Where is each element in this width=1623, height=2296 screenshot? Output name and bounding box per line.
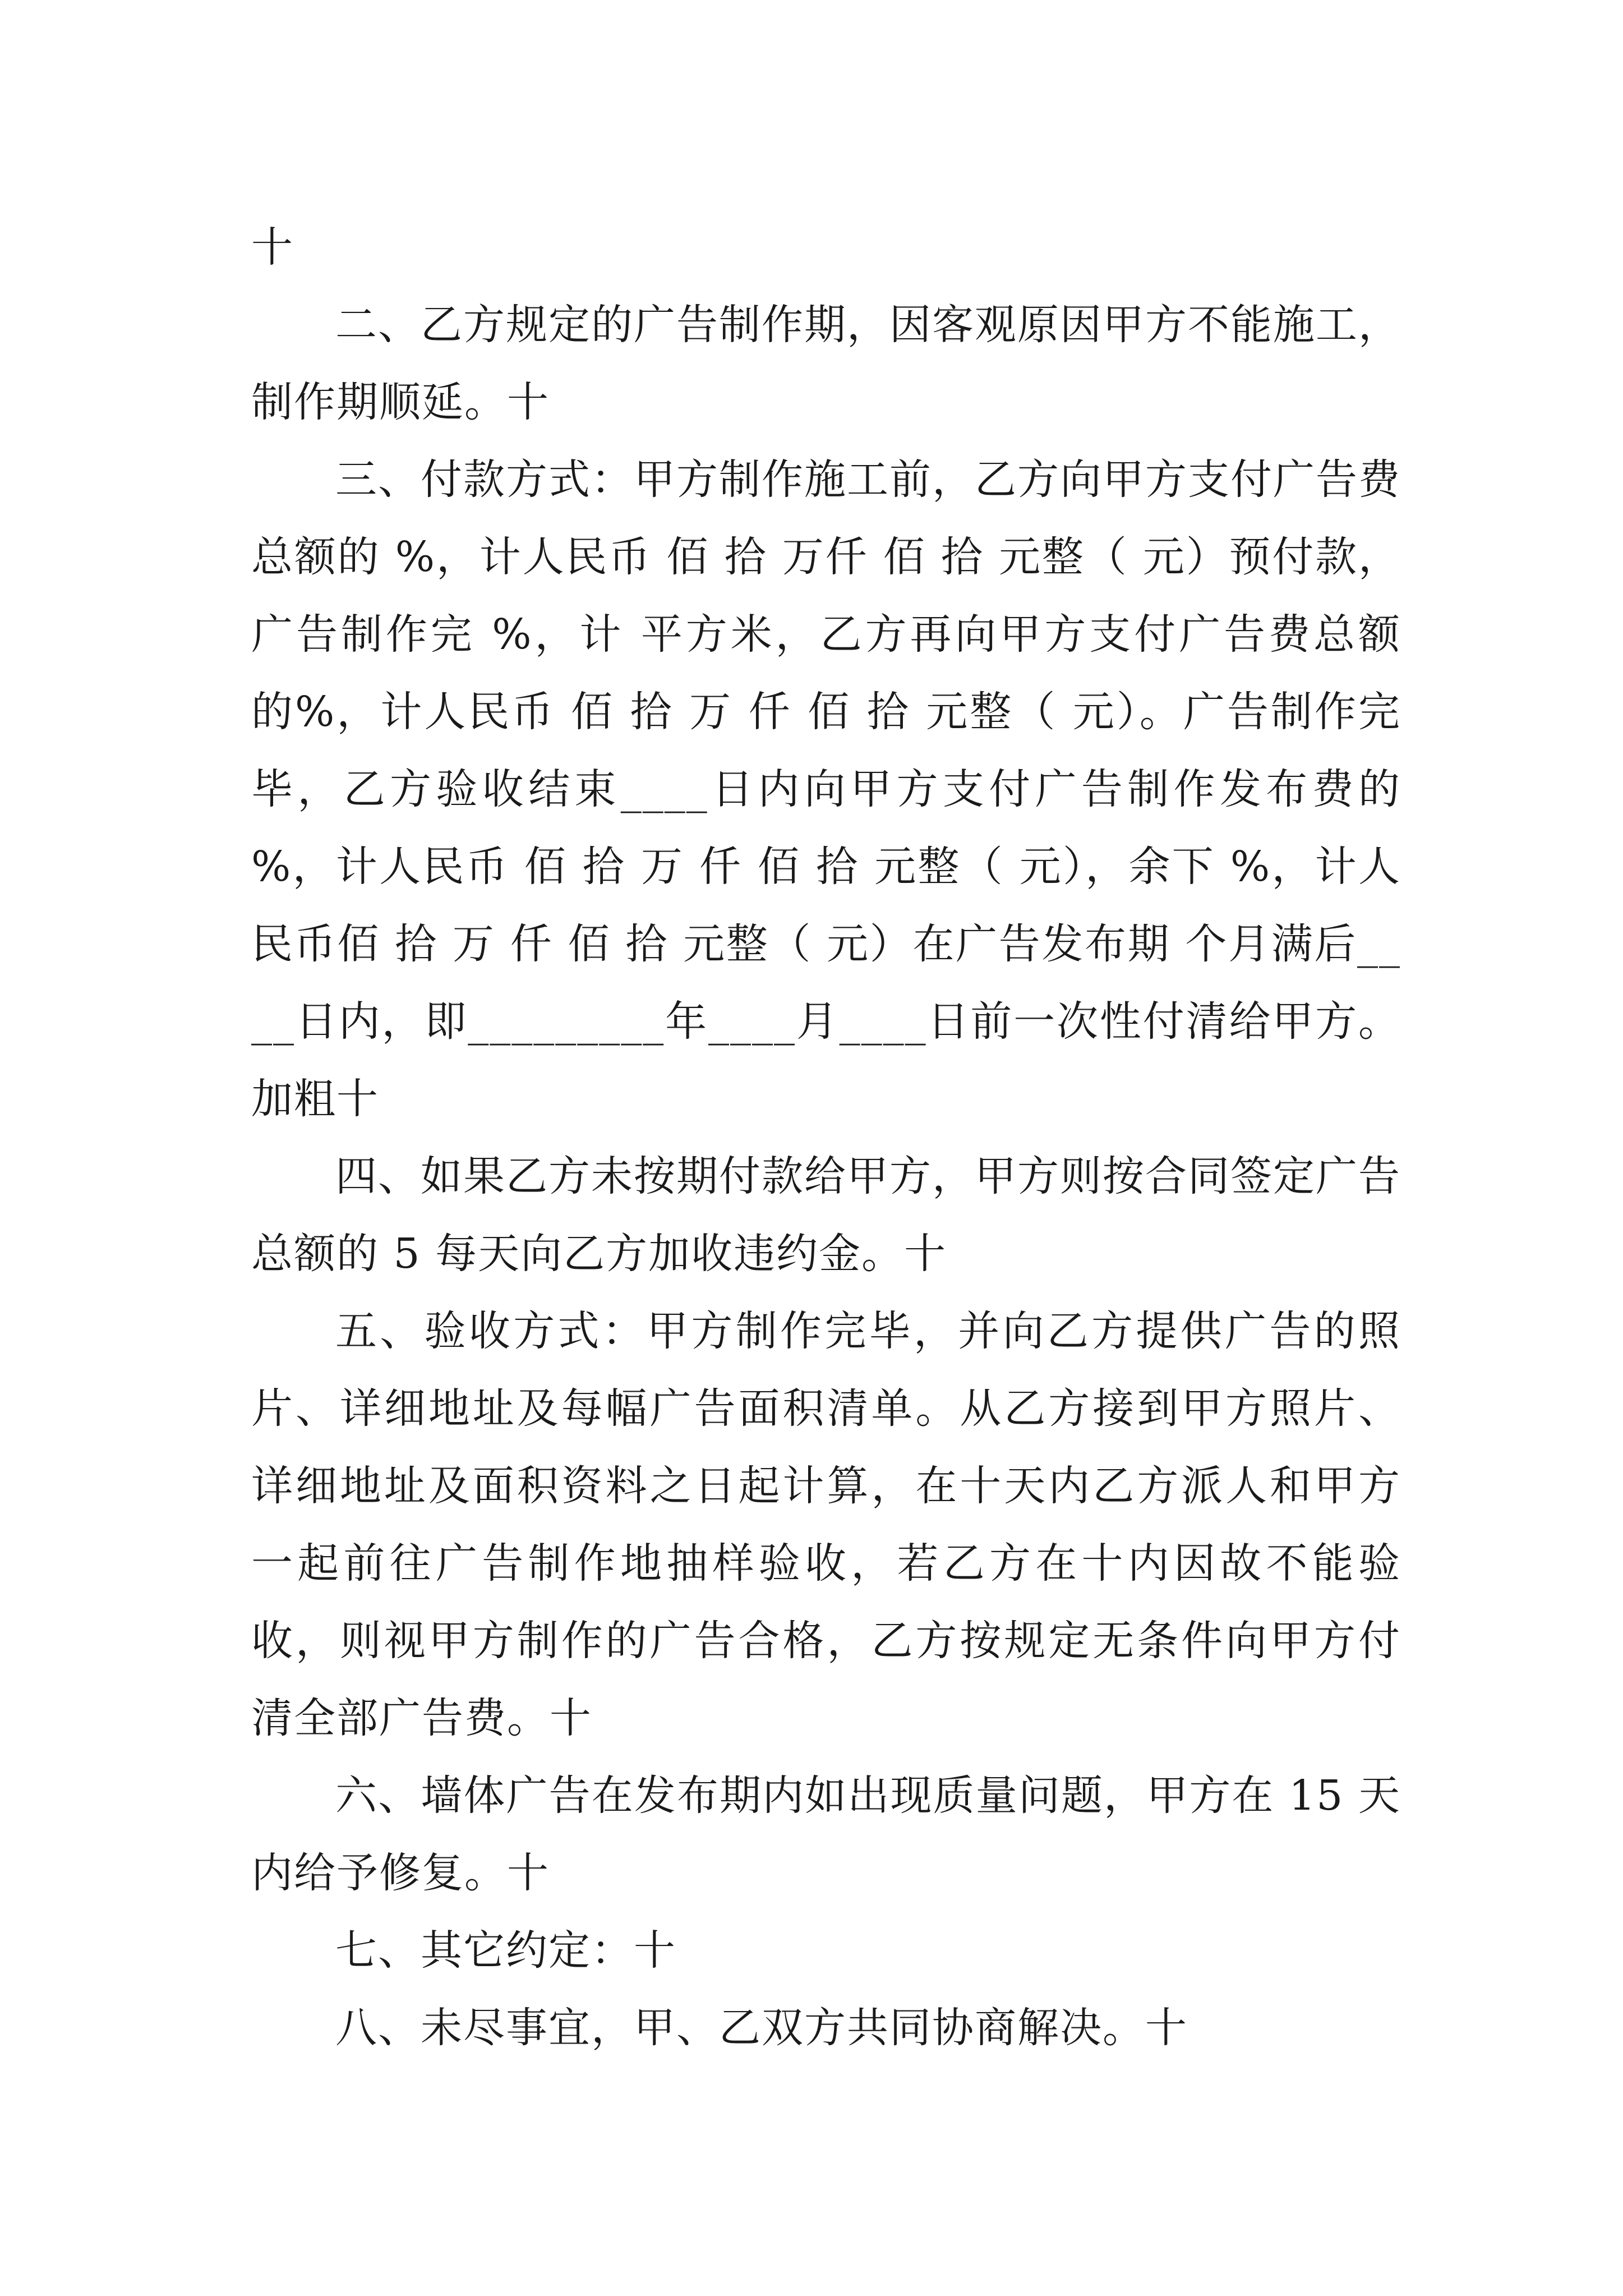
clause-3-payment-method: 三、付款方式：甲方制作施工前，乙方向甲方支付广告费总额的 %，计人民币 佰 拾 万仟 佰 拾 元整（ 元）预付款，广告制作完 %，计 平方米，乙方再向甲方支付广告费总额的%，计人民币 佰 拾 万 仟 佰 拾 元整（ 元）。广告制作完毕，乙方验收结束____日内向甲方支付广告制作发布费的 %，计人民币 佰 拾 万 仟 佰 拾 元整（ 元），余下 %，计人民币佰 拾 万 仟 佰 拾 元整（ 元）在广告发布期 个月满后____日内，即_________年____月____日前一次性付清给甲方。加粗十 [251,455,1401,1123]
clause-2-production-period: 二、乙方规定的广告制作期，因客观原因甲方不能施工，制作期顺延。十 [251,301,1401,426]
clause-6-quality-repair: 六、墙体广告在发布期内如出现质量问题，甲方在 15 天内给予修复。十 [251,1772,1401,1897]
clause-7-other-terms: 七、其它约定：十 [335,1926,676,1975]
clause-4-late-payment: 四、如果乙方未按期付款给甲方，甲方则按合同签定广告总额的 5 每天向乙方加收违约金。十 [251,1152,1401,1278]
clause-8-unresolved-matters: 八、未尽事宜，甲、乙双方共同协商解决。十 [335,2004,1188,2052]
paragraph-cross-mark: 十 [251,223,294,272]
document-body [251,209,1401,2067]
clause-5-acceptance: 五、验收方式：甲方制作完毕，并向乙方提供广告的照片、详细地址及每幅广告面积清单。从乙方接到甲方照片、详细地址及面积资料之日起计算，在十天内乙方派人和甲方一起前往广告制作地抽样验收，若乙方在十内因故不能验收，则视甲方制作的广告合格，乙方按规定无条件向甲方付清全部广告费。十 [251,1307,1401,1742]
